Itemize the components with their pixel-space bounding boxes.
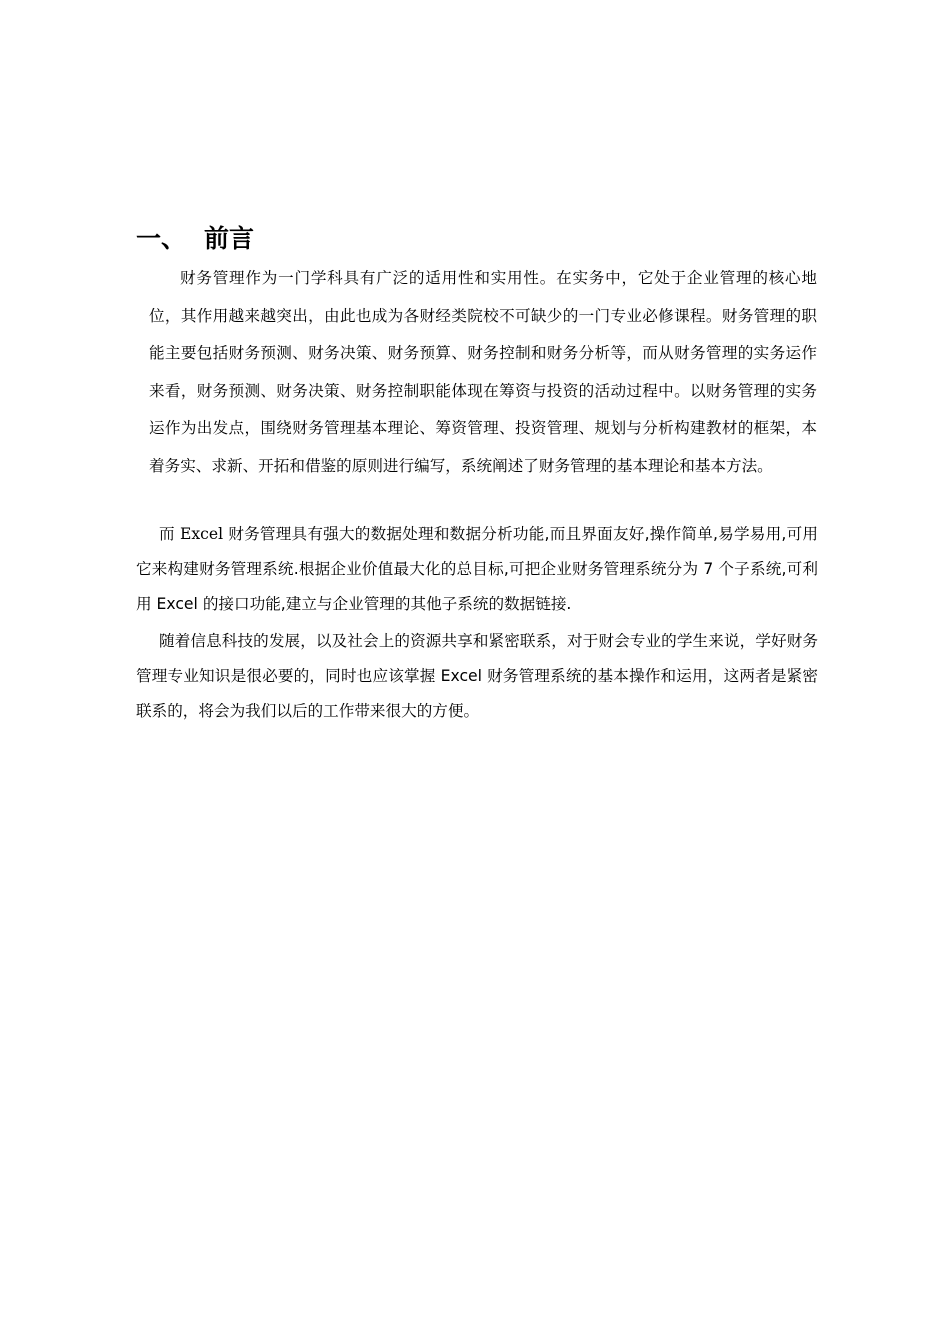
paragraph-excel <box>136 517 818 622</box>
paragraph-intro: 财务管理作为一门学科具有广泛的适用性和实用性。在实务中，它处于企业管理的核心地位，其作用越来越突出，由此也成为各财经类院校不可缺少的一门专业必修课程。财务管理的职能主要包括财务预测、财务决策、财务预算、财务控制和财务分析等，而从财务管理的实务运作来看，财务预测、财务决策、财务控制职能体现在筹资与投资的活动过程中。以财务管理的实务运作为出发点，围绕财务管理基本理论、筹资管理、投资管理、规划与分析构建教材的框架，本着务实、求新、开拓和借鉴的原则进行编写，系统阐述了财务管理的基本理论和基本方法。 <box>149 269 817 475</box>
section-heading <box>136 222 254 256</box>
paragraph-conclusion: 随着信息科技的发展，以及社会上的资源共享和紧密联系，对于财会专业的学生来说，学好财务管理专业知识是很必要的，同时也应该掌握 Excel 财务管理系统的基本操作和运用，这两者是紧密联系的，将会为我们以后的工作带来很大的方便。 <box>136 632 818 720</box>
section-number: 一、 <box>136 224 187 253</box>
paragraph-excel-body: 具有强大的数据处理和数据分析功能,而且界面友好,操作简单,易学易用,可用它来构建财务管理系统.根据企业价值最大化的总目标,可把企业财务管理系统分为 7 个子系统,可利用 Excel 的接口功能,建立与企业管理的其他子系统的数据链接. <box>136 525 819 613</box>
paragraph-excel-lead: 而 Excel 财务管理 <box>159 525 292 543</box>
section-title: 前言 <box>204 224 255 253</box>
